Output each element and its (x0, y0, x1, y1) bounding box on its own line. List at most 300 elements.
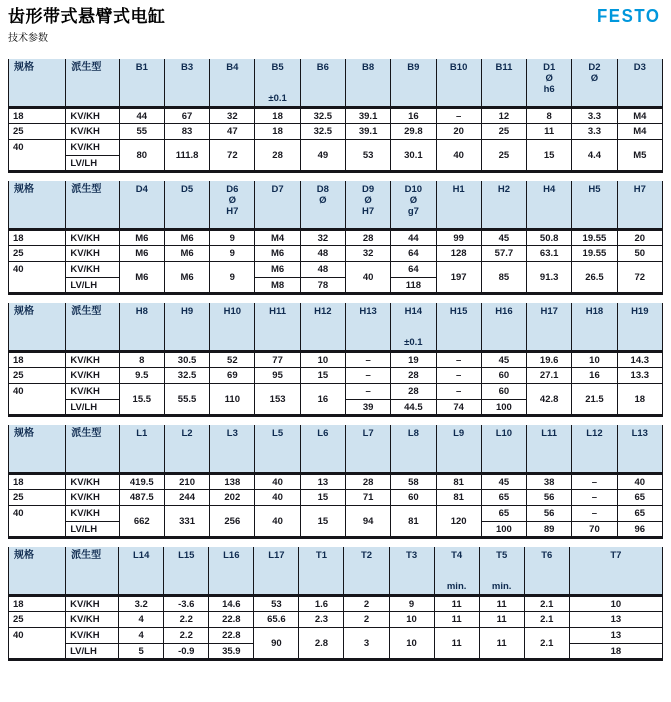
value-cell: 77 (255, 352, 300, 368)
col-header-L17: L17 (254, 547, 299, 596)
value-cell: 16 (572, 368, 617, 384)
col-header-L2: L2 (164, 425, 209, 474)
variant-cell: LV/LH (66, 156, 119, 172)
value-cell: 90 (254, 628, 299, 660)
value-cell: 10 (389, 628, 434, 660)
col-header-B3: B3 (164, 59, 209, 108)
value-cell: 12 (481, 108, 526, 124)
col-header-B4: B4 (210, 59, 255, 108)
value-cell: 2.1 (524, 612, 569, 628)
value-cell: 40 (255, 474, 300, 490)
col-header-L3: L3 (210, 425, 255, 474)
value-cell: 15.5 (119, 384, 164, 416)
value-cell: 40 (436, 140, 481, 172)
value-cell: 32 (300, 230, 345, 246)
size-cell: 18 (9, 352, 66, 368)
value-cell: – (572, 490, 617, 506)
value-cell: – (436, 352, 481, 368)
value-cell: 72 (617, 262, 662, 294)
value-cell: 2.2 (164, 628, 209, 644)
size-cell: 40 (9, 140, 66, 172)
value-cell: 9 (210, 230, 255, 246)
variant-cell: KV/KH (66, 108, 119, 124)
value-cell: 8 (119, 352, 164, 368)
col-header-L7: L7 (345, 425, 390, 474)
table-row (9, 612, 663, 628)
value-cell: 30.5 (164, 352, 209, 368)
value-cell: 80 (119, 140, 164, 172)
size-cell: 18 (9, 230, 66, 246)
title-block (8, 7, 166, 44)
variant-cell: KV/KH (66, 368, 119, 384)
value-cell: M6 (164, 230, 209, 246)
col-header-H15: H15 (436, 303, 481, 352)
variant-cell: LV/LH (66, 400, 119, 416)
size-cell: 25 (9, 246, 66, 262)
value-cell: 65 (481, 490, 526, 506)
variant-cell: LV/LH (66, 644, 119, 660)
col-header-L8: L8 (391, 425, 436, 474)
value-cell: 111.8 (164, 140, 209, 172)
col-header-H17: H17 (527, 303, 572, 352)
size-cell: 40 (9, 384, 66, 416)
value-cell: – (436, 368, 481, 384)
value-cell: M4 (617, 108, 662, 124)
value-cell: 9.5 (119, 368, 164, 384)
variant-cell: KV/KH (66, 596, 119, 612)
value-cell: 4 (119, 628, 164, 644)
value-cell: 40 (345, 262, 390, 294)
col-header-B11: B11 (481, 59, 526, 108)
value-cell: 38 (527, 474, 572, 490)
col-header-H1: H1 (436, 181, 481, 230)
value-cell: 32 (345, 246, 390, 262)
value-cell: 2.1 (524, 628, 569, 660)
value-cell: 28 (345, 230, 390, 246)
header-row (9, 547, 663, 596)
spec-table-1 (8, 59, 663, 173)
value-cell: 42.8 (527, 384, 572, 416)
value-cell: 110 (210, 384, 255, 416)
col-header-B5: B5 ±0.1 (255, 59, 300, 108)
col-header-H12: H12 (300, 303, 345, 352)
value-cell: 118 (391, 278, 436, 294)
size-cell: 40 (9, 506, 66, 538)
size-cell: 18 (9, 474, 66, 490)
variant-cell: KV/KH (66, 124, 119, 140)
value-cell: 20 (436, 124, 481, 140)
table-row (9, 262, 663, 278)
value-cell: -0.9 (164, 644, 209, 660)
value-cell: 32.5 (300, 124, 345, 140)
size-cell: 25 (9, 612, 66, 628)
value-cell: 89 (527, 522, 572, 538)
size-column-header: 规格 (9, 303, 66, 352)
value-cell: 81 (436, 490, 481, 506)
col-header-D3: D3 (617, 59, 662, 108)
variant-cell: KV/KH (66, 506, 119, 522)
size-cell: 40 (9, 262, 66, 294)
value-cell: M6 (255, 262, 300, 278)
value-cell: 11 (527, 124, 572, 140)
value-cell: – (572, 474, 617, 490)
value-cell: – (345, 368, 390, 384)
value-cell: 19.55 (572, 230, 617, 246)
value-cell: 44 (391, 230, 436, 246)
col-header-D9: D9 Ø H7 (345, 181, 390, 230)
value-cell: 16 (391, 108, 436, 124)
variant-cell: LV/LH (66, 278, 119, 294)
value-cell: 14.3 (617, 352, 662, 368)
value-cell: 30.1 (391, 140, 436, 172)
value-cell: 56 (527, 506, 572, 522)
value-cell: M6 (255, 246, 300, 262)
value-cell: – (572, 506, 617, 522)
header-row (9, 303, 663, 352)
value-cell: 3.3 (572, 124, 617, 140)
value-cell: 26.5 (572, 262, 617, 294)
table-row (9, 230, 663, 246)
value-cell: 210 (164, 474, 209, 490)
table-row (9, 506, 663, 522)
value-cell: 96 (617, 522, 662, 538)
col-header-H5: H5 (572, 181, 617, 230)
value-cell: 3.2 (119, 596, 164, 612)
value-cell: 32.5 (164, 368, 209, 384)
value-cell: 47 (210, 124, 255, 140)
spec-table-5 (8, 547, 663, 661)
col-header-H14: H14 ±0.1 (391, 303, 436, 352)
variant-column-header: 派生型 (66, 59, 119, 108)
value-cell: – (436, 108, 481, 124)
table-row (9, 124, 663, 140)
header-row (9, 425, 663, 474)
col-header-H11: H11 (255, 303, 300, 352)
col-header-B6: B6 (300, 59, 345, 108)
col-header-T6: T6 (524, 547, 569, 596)
value-cell: 202 (210, 490, 255, 506)
value-cell: 71 (345, 490, 390, 506)
value-cell: 55 (119, 124, 164, 140)
col-header-B1: B1 (119, 59, 164, 108)
col-header-H7: H7 (617, 181, 662, 230)
value-cell: 28 (391, 384, 436, 400)
size-cell: 25 (9, 368, 66, 384)
col-header-L5: L5 (255, 425, 300, 474)
value-cell: 67 (164, 108, 209, 124)
value-cell: 11 (434, 628, 479, 660)
page-subtitle: 技术参数 (8, 33, 48, 44)
value-cell: 138 (210, 474, 255, 490)
value-cell: 18 (255, 124, 300, 140)
value-cell: 11 (479, 628, 524, 660)
col-header-L9: L9 (436, 425, 481, 474)
col-header-L15: L15 (164, 547, 209, 596)
value-cell: 64 (391, 246, 436, 262)
value-cell: 5 (119, 644, 164, 660)
value-cell: 15 (300, 506, 345, 538)
value-cell: 14.6 (209, 596, 254, 612)
value-cell: 15 (527, 140, 572, 172)
value-cell: 64 (391, 262, 436, 278)
value-cell: 197 (436, 262, 481, 294)
value-cell: 18 (617, 384, 662, 416)
col-header-T7: T7 (569, 547, 662, 596)
value-cell: 60 (481, 384, 526, 400)
variant-cell: KV/KH (66, 384, 119, 400)
value-cell: 48 (300, 262, 345, 278)
value-cell: 40 (255, 490, 300, 506)
variant-cell: KV/KH (66, 474, 119, 490)
col-header-T2: T2 (344, 547, 389, 596)
col-header-H16: H16 (481, 303, 526, 352)
value-cell: 2 (344, 596, 389, 612)
value-cell: 44 (119, 108, 164, 124)
value-cell: 9 (210, 246, 255, 262)
value-cell: 56 (527, 490, 572, 506)
value-cell: – (345, 384, 390, 400)
value-cell: 4.4 (572, 140, 617, 172)
value-cell: 63.1 (527, 246, 572, 262)
value-cell: 95 (255, 368, 300, 384)
value-cell: – (436, 384, 481, 400)
value-cell: 58 (391, 474, 436, 490)
variant-cell: KV/KH (66, 262, 119, 278)
col-header-H13: H13 (345, 303, 390, 352)
value-cell: 65 (481, 506, 526, 522)
value-cell: 2.2 (164, 612, 209, 628)
value-cell: 256 (210, 506, 255, 538)
value-cell: 39.1 (345, 108, 390, 124)
col-header-T1: T1 (299, 547, 344, 596)
page-title: 齿形带式悬臂式电缸 (8, 7, 166, 26)
value-cell: M4 (617, 124, 662, 140)
table-row (9, 108, 663, 124)
value-cell: M6 (119, 230, 164, 246)
value-cell: 1.6 (299, 596, 344, 612)
value-cell: 487.5 (119, 490, 164, 506)
value-cell: 40 (617, 474, 662, 490)
value-cell: 20 (617, 230, 662, 246)
value-cell: 81 (391, 506, 436, 538)
value-cell: 65.6 (254, 612, 299, 628)
col-header-H10: H10 (210, 303, 255, 352)
variant-cell: KV/KH (66, 612, 119, 628)
value-cell: M5 (617, 140, 662, 172)
header-row (9, 181, 663, 230)
variant-cell: KV/KH (66, 230, 119, 246)
value-cell: 18 (255, 108, 300, 124)
value-cell: M6 (164, 262, 209, 294)
value-cell: 662 (119, 506, 164, 538)
table-row (9, 368, 663, 384)
col-header-D4: D4 (119, 181, 164, 230)
value-cell: 60 (481, 368, 526, 384)
value-cell: 25 (481, 140, 526, 172)
value-cell: M4 (255, 230, 300, 246)
festo-logo: FESTO (597, 7, 661, 27)
value-cell: 19.55 (572, 246, 617, 262)
value-cell: 70 (572, 522, 617, 538)
value-cell: 83 (164, 124, 209, 140)
value-cell: 27.1 (527, 368, 572, 384)
value-cell: 39.1 (345, 124, 390, 140)
value-cell: 13 (569, 628, 662, 644)
value-cell: 15 (300, 368, 345, 384)
table-row (9, 474, 663, 490)
col-header-B8: B8 (345, 59, 390, 108)
col-header-H19: H19 (617, 303, 662, 352)
col-header-T3: T3 (389, 547, 434, 596)
value-cell: 57.7 (481, 246, 526, 262)
value-cell: 25 (481, 124, 526, 140)
value-cell: 81 (436, 474, 481, 490)
value-cell: M8 (255, 278, 300, 294)
value-cell: 120 (436, 506, 481, 538)
table-row (9, 490, 663, 506)
variant-column-header: 派生型 (66, 181, 119, 230)
col-header-L16: L16 (209, 547, 254, 596)
value-cell: 8 (527, 108, 572, 124)
value-cell: 21.5 (572, 384, 617, 416)
value-cell: – (345, 352, 390, 368)
value-cell: 153 (255, 384, 300, 416)
value-cell: -3.6 (164, 596, 209, 612)
value-cell: 40 (255, 506, 300, 538)
value-cell: 11 (434, 612, 479, 628)
value-cell: 10 (389, 612, 434, 628)
value-cell: 2 (344, 612, 389, 628)
col-header-H2: H2 (481, 181, 526, 230)
col-header-D2: D2 Ø (572, 59, 617, 108)
value-cell: 244 (164, 490, 209, 506)
col-header-L12: L12 (572, 425, 617, 474)
table-row (9, 352, 663, 368)
col-header-H9: H9 (164, 303, 209, 352)
value-cell: 45 (481, 230, 526, 246)
value-cell: M6 (164, 246, 209, 262)
value-cell: 2.3 (299, 612, 344, 628)
value-cell: 91.3 (527, 262, 572, 294)
table-row (9, 628, 663, 644)
value-cell: 45 (481, 352, 526, 368)
value-cell: 331 (164, 506, 209, 538)
variant-cell: KV/KH (66, 246, 119, 262)
value-cell: 60 (391, 490, 436, 506)
value-cell: 50 (617, 246, 662, 262)
spec-table-3 (8, 303, 663, 417)
variant-cell: LV/LH (66, 522, 119, 538)
value-cell: 94 (345, 506, 390, 538)
variant-cell: KV/KH (66, 628, 119, 644)
value-cell: 53 (254, 596, 299, 612)
value-cell: 11 (434, 596, 479, 612)
value-cell: 13 (300, 474, 345, 490)
value-cell: 85 (481, 262, 526, 294)
col-header-B9: B9 (391, 59, 436, 108)
variant-cell: KV/KH (66, 140, 119, 156)
value-cell: 3.3 (572, 108, 617, 124)
col-header-L1: L1 (119, 425, 164, 474)
value-cell: 32.5 (300, 108, 345, 124)
value-cell: 3 (344, 628, 389, 660)
value-cell: 2.8 (299, 628, 344, 660)
value-cell: 39 (345, 400, 390, 416)
col-header-T5: T5 min. (479, 547, 524, 596)
value-cell: 10 (300, 352, 345, 368)
value-cell: 4 (119, 612, 164, 628)
value-cell: 45 (481, 474, 526, 490)
value-cell: 50.8 (527, 230, 572, 246)
value-cell: 28 (391, 368, 436, 384)
value-cell: 419.5 (119, 474, 164, 490)
size-cell: 25 (9, 490, 66, 506)
value-cell: 2.1 (524, 596, 569, 612)
spec-table-2 (8, 181, 663, 295)
value-cell: 19 (391, 352, 436, 368)
value-cell: 15 (300, 490, 345, 506)
value-cell: 28 (255, 140, 300, 172)
col-header-L13: L13 (617, 425, 662, 474)
value-cell: 44.5 (391, 400, 436, 416)
value-cell: 100 (481, 400, 526, 416)
variant-column-header: 派生型 (66, 547, 119, 596)
value-cell: 48 (300, 246, 345, 262)
value-cell: 11 (479, 596, 524, 612)
col-header-H4: H4 (527, 181, 572, 230)
col-header-D6: D6 Ø H7 (210, 181, 255, 230)
value-cell: 32 (210, 108, 255, 124)
value-cell: 100 (481, 522, 526, 538)
value-cell: 35.9 (209, 644, 254, 660)
col-header-T4: T4 min. (434, 547, 479, 596)
value-cell: 65 (617, 490, 662, 506)
size-column-header: 规格 (9, 547, 66, 596)
value-cell: 128 (436, 246, 481, 262)
header-row (9, 59, 663, 108)
col-header-L10: L10 (481, 425, 526, 474)
table-row (9, 246, 663, 262)
variant-cell: KV/KH (66, 352, 119, 368)
value-cell: 72 (210, 140, 255, 172)
col-header-D5: D5 (164, 181, 209, 230)
value-cell: 78 (300, 278, 345, 294)
value-cell: 29.8 (391, 124, 436, 140)
value-cell: 65 (617, 506, 662, 522)
value-cell: 55.5 (164, 384, 209, 416)
page-header (0, 0, 671, 44)
col-header-D8: D8 Ø (300, 181, 345, 230)
value-cell: 69 (210, 368, 255, 384)
col-header-L11: L11 (527, 425, 572, 474)
value-cell: 11 (479, 612, 524, 628)
value-cell: 74 (436, 400, 481, 416)
value-cell: 99 (436, 230, 481, 246)
variant-column-header: 派生型 (66, 303, 119, 352)
spec-table-4 (8, 425, 663, 539)
col-header-D10: D10 Ø g7 (391, 181, 436, 230)
value-cell: 13 (569, 612, 662, 628)
value-cell: 49 (300, 140, 345, 172)
value-cell: 9 (210, 262, 255, 294)
size-cell: 40 (9, 628, 66, 660)
tables-container (0, 59, 671, 661)
value-cell: 53 (345, 140, 390, 172)
table-row (9, 140, 663, 156)
size-column-header: 规格 (9, 59, 66, 108)
size-cell: 18 (9, 108, 66, 124)
table-row (9, 384, 663, 400)
